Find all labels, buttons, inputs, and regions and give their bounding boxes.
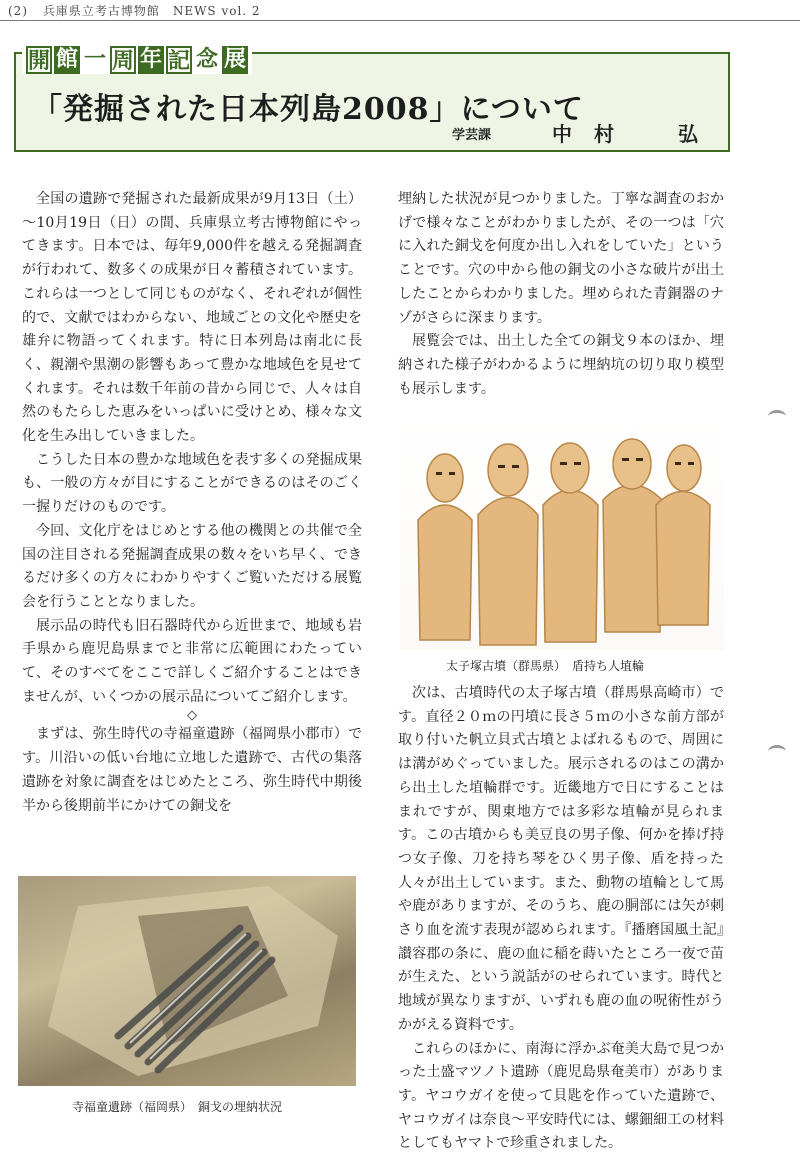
paragraph: 次は、古墳時代の太子塚古墳（群馬県高崎市）です。直径２０ｍの円墳に長さ５ｍの小さな前方部が取り付いた帆立貝式古墳とよばれるもので、周囲には溝がめぐっていました。展示されるのはこの溝から出土した埴輪群です。近畿地方で日にすることはまれですが、関東地方では多彩な埴輪が見られます。この古墳からも美豆良の男子像、何かを捧げ持つ女子像、刀を持ち琴をひく男子像、盾を持った人々が出土しています。また、動物の埴輪として馬や鹿がありますが、そのうち、鹿の胴部には矢が刺さり血を流す表現が認められます。『播磨国風土記』讃容郡の条に、鹿の血に稲を蒔いたところ一夜で苗が生えた、という説話がのせられています。時代と地域が異なりますが、いずれも鹿の血の呪術性がうかがえる資料です。 xyxy=(398,685,724,1033)
banner-char: 一 xyxy=(83,47,106,72)
section-divider: ◇ xyxy=(187,708,197,724)
bronze-halberd-photo xyxy=(18,876,356,1086)
photo-caption: 太子塚古墳（群馬県） 盾持ち人埴輪 xyxy=(446,659,645,673)
paragraph: こうした日本の豊かな地域色を表す多くの発掘成果も、一般の方々が目にすることができるのはそのごく一握りだけのものです。 xyxy=(22,451,362,516)
column-right-bottom xyxy=(398,682,724,1156)
exhibition-banner xyxy=(22,46,252,74)
author-department: 学芸課 xyxy=(452,128,492,143)
paragraph: まずは、弥生時代の寺福童遺跡（福岡県小郡市）です。川沿いの低い台地に立地した遺跡で、古代の集落遺跡を対象に調査をはじめたところ、弥生時代中期後半から後期前半にかけての銅戈を xyxy=(22,726,362,814)
paragraph: 展示品の時代も旧石器時代から近世まで、地域も岩手県から鹿児島県までと非常に広範囲にわたっていて、そのすべてをここで詳しくご紹介することはできませんが、いくつかの展示品についてご紹介します。 xyxy=(22,617,362,705)
page-number: (2) xyxy=(8,4,28,18)
banner-char: 念 xyxy=(195,47,218,72)
article-headline: 「発掘された日本列島2008」について xyxy=(32,92,584,127)
banner-char: 記 xyxy=(166,46,192,74)
banner-char: 年 xyxy=(139,47,162,72)
newsletter-title: 兵庫県立考古博物館 NEWS vol. 2 xyxy=(42,4,261,18)
paragraph: 全国の遺跡で発掘された最新成果が9月13日（土）～10月19日（日）の間、兵庫県立考古博物館にやってきます。日本では、毎年9,000件を越える発掘調査が行われて、数多くの成果が日々蓄積されています。これらは一つとして同じものがなく、それぞれが個性的で、文献ではわからない、地域ごとの文化や歴史を雄弁に物語ってくれます。特に日本列島は南北に長く、親潮や黒潮の影響もあって豊かな地域色を見せてくれます。それは数千年前の昔から同じで、人々は自然のもたらした恵みをいっぱいに受けとめ、様々な文化を生み出していきました。 xyxy=(22,191,362,445)
column-right-top xyxy=(398,188,724,401)
binder-hole-mark xyxy=(768,745,786,758)
running-head xyxy=(8,2,261,19)
photo-caption: 寺福童遺跡（福岡県） 銅戈の埋納状況 xyxy=(72,1100,283,1114)
excavation-image xyxy=(18,876,356,1086)
banner-char: 周 xyxy=(110,46,136,74)
haniwa-image xyxy=(400,410,724,650)
header-rule xyxy=(0,20,800,21)
banner-char: 開 xyxy=(26,46,52,74)
banner-char: 館 xyxy=(55,47,78,72)
binder-hole-mark xyxy=(768,410,786,423)
author-name: 中村 弘 xyxy=(552,122,720,146)
paragraph: 今回、文化庁をはじめとする他の機関との共催で全国の注目される発掘調査成果の数々をいち早く、できるだけ多くの方々にわかりやすくご覧いただける展覧会を行うこととなりました。 xyxy=(22,522,362,610)
haniwa-photo xyxy=(400,410,724,650)
column-left xyxy=(22,188,362,818)
paragraph: これらのほかに、南海に浮かぶ奄美大島で見つかった土盛マツノト遺跡（鹿児島県奄美市）があります。ヤコウガイを使って貝匙を作っていた遺跡で、ヤコウガイは奈良～平安時代には、螺鈿細工の材料としてもヤマトで珍重されました。 xyxy=(398,1040,724,1152)
paragraph: 展覧会では、出土した全ての銅戈９本のほか、埋納された様子がわかるように埋納坑の切り取り模型も展示します。 xyxy=(398,333,724,397)
banner-char: 展 xyxy=(223,47,246,72)
paragraph: 埋納した状況が見つかりました。丁寧な調査のおかげで様々なことがわかりましたが、その一つは「穴に入れた銅戈を何度か出し入れをしていた」ということです。穴の中から他の銅戈の小さな破片が出土したことからわかりました。埋められた青銅器のナゾがさらに深まります。 xyxy=(398,191,724,326)
